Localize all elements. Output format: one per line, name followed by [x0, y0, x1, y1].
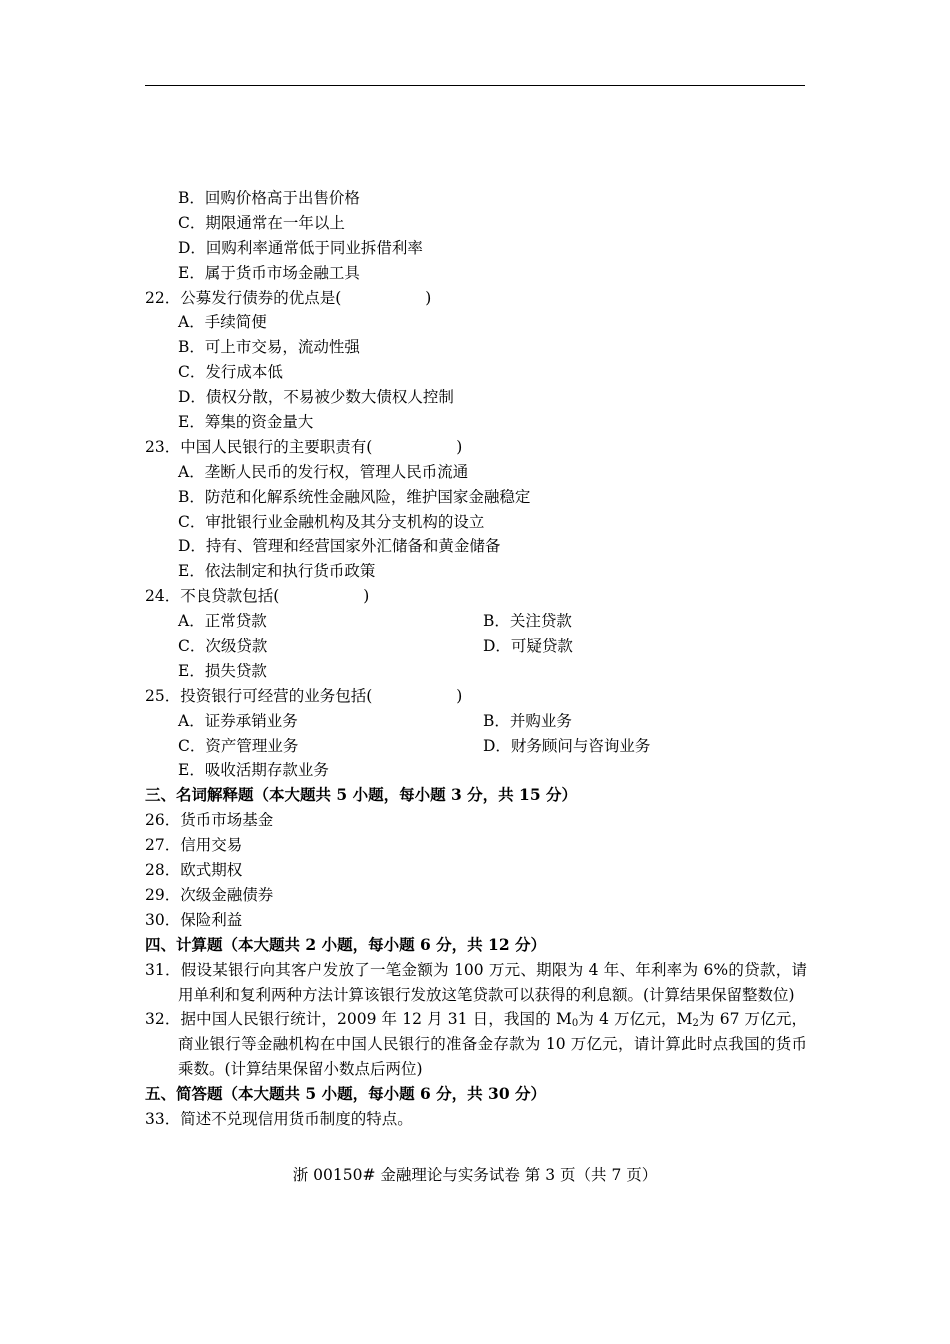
q22-option-d: D．债权分散，不易被少数大债权人控制: [178, 388, 454, 407]
q22-option-e: E．筹集的资金量大: [178, 413, 314, 432]
q25-options-row-1: [145, 709, 807, 734]
q31: 31．假设某银行向其客户发放了一笔金额为 100 万元、期限为 4 年、年利率为 6%的贷款，请用单利和复利两种方法计算该银行发放这笔贷款可以获得的利息额。(计算结果保留整数位): [145, 960, 807, 1004]
section4-title: 四、计算题（本大题共 2 小题，每小题 6 分，共 12 分）: [145, 934, 547, 954]
q26: 26．货币市场基金: [145, 811, 274, 830]
q22-option-c: C．发行成本低: [178, 363, 283, 382]
q21-option-d: D．回购利率通常低于同业拆借利率: [178, 238, 423, 257]
q28: 28．欧式期权: [145, 861, 243, 880]
q24-option-e: E．损失贷款: [178, 661, 267, 680]
q24-option-d: D．可疑贷款: [483, 637, 573, 656]
q23-stem: 23．中国人民银行的主要职责有( ): [145, 437, 463, 456]
q25-option-a: A．证券承销业务: [178, 711, 298, 730]
q27: 27．信用交易: [145, 836, 243, 855]
q25-option-e: E．吸收活期存款业务: [178, 761, 329, 780]
q24-options-row-2: [145, 634, 807, 659]
q24-option-c: C．次级贷款: [178, 637, 268, 656]
section5-title: 五、简答题（本大题共 5 小题，每小题 6 分，共 30 分）: [145, 1084, 547, 1104]
q24-option-b: B．关注贷款: [483, 612, 572, 631]
q32: 32．据中国人民银行统计，2009 年 12 月 31 日，我国的 $M_0$为 4 万亿元，$M_2$为 67 万亿元，商业银行等金融机构在中国人民银行的准备金存款为 10 万亿元，请计算此时点我国的货币乘数。(计算结果保留小数点后两位): [145, 1010, 807, 1079]
q30: 30．保险利益: [145, 910, 243, 929]
header-rule: [145, 85, 805, 86]
page-footer: 浙 00150# 金融理论与实务试卷 第 3 页（共 7 页）: [292, 1166, 658, 1184]
q24-stem: 24．不良贷款包括( ): [145, 587, 370, 606]
section3-title: 三、名词解释题（本大题共 5 小题，每小题 3 分，共 15 分）: [145, 785, 578, 805]
q23-option-d: D．持有、管理和经营国家外汇储备和黄金储备: [178, 537, 501, 556]
q21-option-b: B．回购价格高于出售价格: [178, 189, 360, 207]
q29: 29．次级金融债券: [145, 885, 274, 904]
q24-option-a: A．正常贷款: [178, 612, 267, 631]
q21-option-e: E．属于货币市场金融工具: [178, 263, 360, 282]
q23-option-c: C．审批银行业金融机构及其分支机构的设立: [178, 512, 485, 531]
q25-option-d: D．财务顾问与咨询业务: [483, 736, 651, 755]
q22-option-a: A．手续简便: [178, 313, 267, 332]
q25-option-c: C．资产管理业务: [178, 736, 299, 755]
exam-content: [145, 186, 807, 1132]
q25-option-b: B．并购业务: [483, 711, 572, 730]
q24-options-row-1: [145, 609, 807, 634]
q33: 33．简述不兑现信用货币制度的特点。: [145, 1110, 413, 1129]
q23-option-b: B．防范和化解系统性金融风险，维护国家金融稳定: [178, 487, 531, 506]
q25-options-row-2: [145, 734, 807, 759]
q23-option-a: A．垄断人民币的发行权，管理人民币流通: [178, 462, 469, 481]
q23-option-e: E．依法制定和执行货币政策: [178, 562, 376, 581]
q25-stem: 25．投资银行可经营的业务包括( ): [145, 686, 463, 705]
q21-option-c: C．期限通常在一年以上: [178, 213, 345, 232]
q22-stem: 22．公募发行债券的优点是( ): [145, 288, 432, 307]
q22-option-b: B．可上市交易，流动性强: [178, 338, 360, 357]
